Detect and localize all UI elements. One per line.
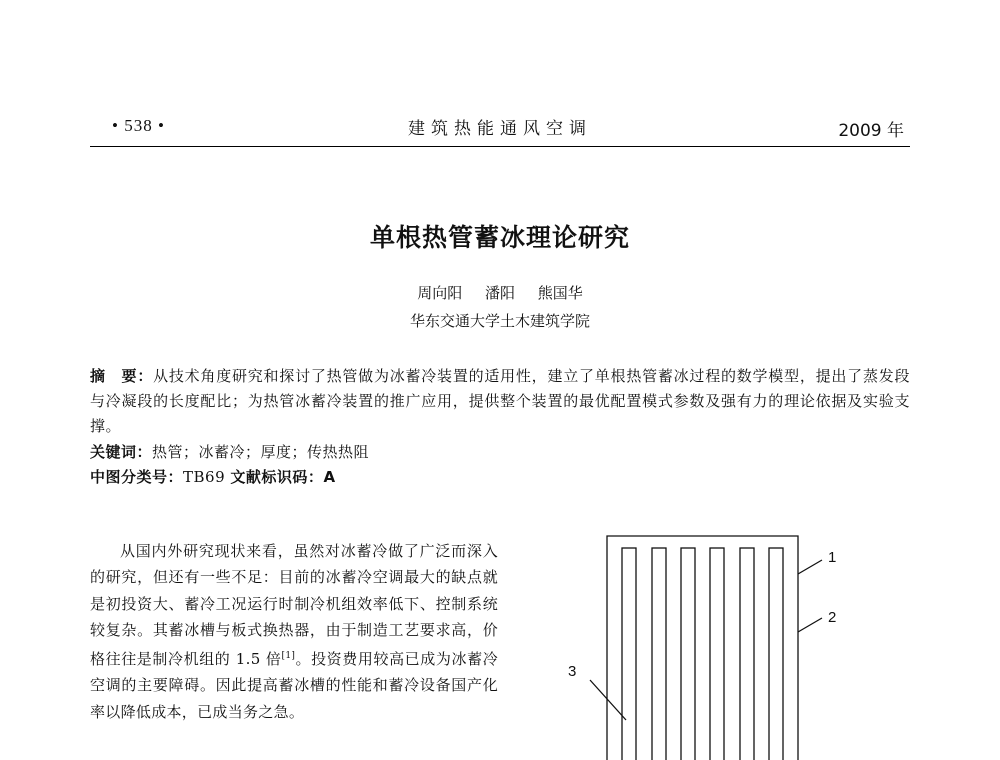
page-number: • 538 • [112,116,165,135]
figure-label-1: 1 [828,549,837,566]
body-paragraph [90,538,498,725]
keywords-label: 关键词： [90,443,153,461]
journal-name: 建筑热能通风空调 [408,119,592,139]
heat-pipe [681,548,695,760]
affiliation: 华东交通大学土木建筑学院 [409,312,590,330]
keywords [90,440,910,465]
leader-line-1 [798,560,822,574]
classification-label: 中图分类号： [90,468,184,486]
leader-line-2 [798,618,822,632]
paper-title: 单根热管蓄冰理论研究 [369,223,630,252]
heat-pipes [622,548,783,760]
figure-label-2: 2 [828,609,837,626]
abstract-text: 从技术角度研究和探讨了热管做为冰蓄冷装置的适用性，建立了单根热管蓄冰过程的数学模型，提出了蒸发段与冷凝段的长度配比；为热管冰蓄冷装置的推广应用，提供整个装置的最优配置模式参数及强有力的理论依据及实验支撑。 [90,367,910,435]
heat-pipe [740,548,754,760]
heat-pipe [710,548,724,760]
doc-code-label: 文献标识码： [230,468,324,486]
leader-line-3 [590,680,626,720]
classification-code: TB69 [183,468,226,486]
classification [90,465,910,490]
body-text-part-1: 从国内外研究现状来看，虽然对冰蓄冷做了广泛而深入的研究，但还有一些不足：目前的冰蓄冷空调最大的缺点就是初投资大、蓄冷工况运行时制冷机组效率低下、控制系统较复杂。其蓄冰槽与板式换热器，由于制造工艺要求高，价格往往是制冷机组的 1.5 倍 [90,542,498,669]
heat-pipe [622,548,636,760]
heat-pipe-figure [560,520,860,760]
heat-pipe [769,548,783,760]
authors: 周向阳 潘阳 熊国华 [417,284,583,302]
citation-ref: [1] [281,651,296,662]
doc-code: A [323,468,336,486]
body-text-part-2: 。投资费用较高已成为冰蓄冷空调的主要障碍。因此提高蓄冰槽的性能和蓄冷设备国产化率以降低成本，已成当务之急。 [90,650,498,721]
abstract [90,364,910,439]
heat-pipe [652,548,666,760]
figure-label-3: 3 [568,663,577,680]
journal-year: 2009 年 [838,121,904,141]
header-rule [90,146,910,147]
abstract-label: 摘 要： [90,367,154,385]
keywords-text: 热管；冰蓄冷；厚度；传热热阻 [152,443,370,461]
